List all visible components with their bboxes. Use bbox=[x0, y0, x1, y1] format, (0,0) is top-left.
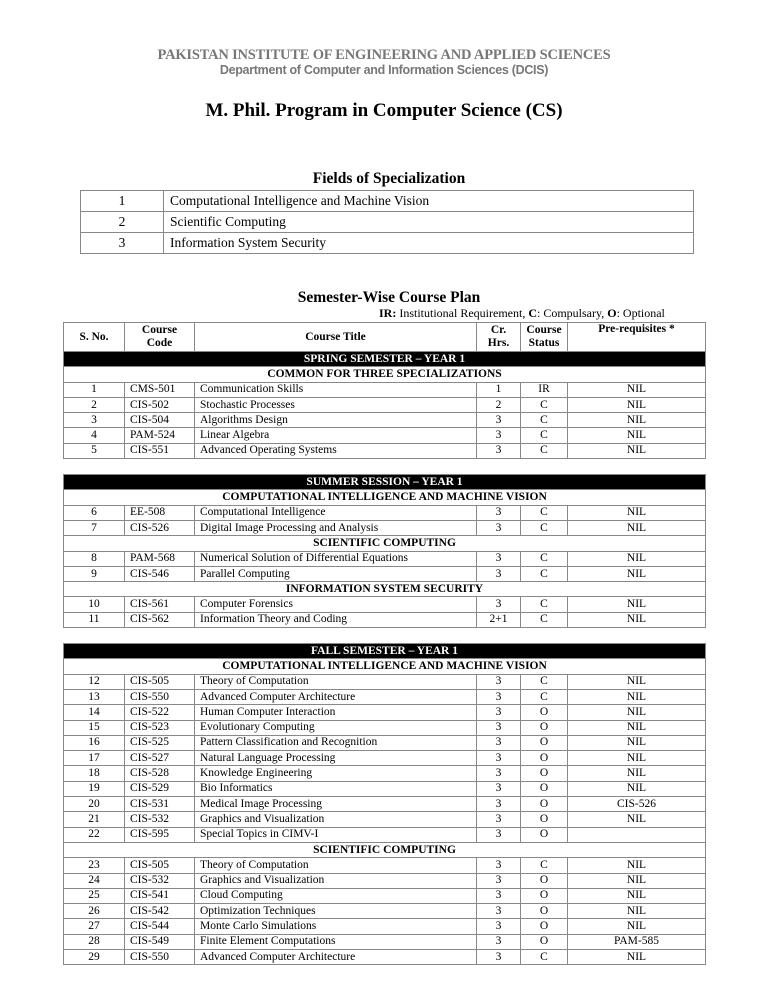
course-code: CIS-542 bbox=[125, 904, 195, 919]
col-status-header: Course Status bbox=[521, 323, 568, 352]
credit-hours: 3 bbox=[477, 949, 521, 964]
serial-number: 2 bbox=[64, 397, 125, 412]
field-row bbox=[81, 212, 694, 233]
course-status: O bbox=[521, 705, 568, 720]
credit-hours: 3 bbox=[477, 705, 521, 720]
field-number: 1 bbox=[81, 191, 164, 212]
serial-number: 20 bbox=[64, 797, 125, 812]
serial-number: 3 bbox=[64, 413, 125, 428]
course-status: C bbox=[521, 949, 568, 964]
course-title: Human Computer Interaction bbox=[195, 705, 477, 720]
table-row bbox=[64, 888, 706, 903]
course-title: Advanced Operating Systems bbox=[195, 443, 477, 458]
legend-c-text: : Compulsary, bbox=[537, 306, 608, 320]
table-row bbox=[64, 827, 706, 842]
prerequisites: NIL bbox=[568, 873, 706, 888]
serial-number: 1 bbox=[64, 382, 125, 397]
table-row bbox=[64, 797, 706, 812]
specialization-title: COMMON FOR THREE SPECIALIZATIONS bbox=[64, 367, 706, 382]
col-prereq-header: Pre-requisites * bbox=[568, 323, 706, 352]
serial-number: 16 bbox=[64, 735, 125, 750]
course-status: C bbox=[521, 551, 568, 566]
legend-o-text: : Optional bbox=[616, 306, 665, 320]
specialization-title: INFORMATION SYSTEM SECURITY bbox=[64, 582, 706, 597]
course-status: O bbox=[521, 751, 568, 766]
prerequisites: NIL bbox=[568, 428, 706, 443]
credit-hours: 3 bbox=[477, 551, 521, 566]
prerequisites: NIL bbox=[568, 720, 706, 735]
course-title: Natural Language Processing bbox=[195, 751, 477, 766]
course-code: CIS-551 bbox=[125, 443, 195, 458]
table-row bbox=[64, 505, 706, 520]
course-status: IR bbox=[521, 382, 568, 397]
course-code: CIS-525 bbox=[125, 735, 195, 750]
spacer-cell bbox=[64, 459, 706, 475]
course-title: Algorithms Design bbox=[195, 413, 477, 428]
course-title: Advanced Computer Architecture bbox=[195, 949, 477, 964]
course-status: O bbox=[521, 827, 568, 842]
serial-number: 10 bbox=[64, 597, 125, 612]
credit-hours: 3 bbox=[477, 689, 521, 704]
course-title: Special Topics in CIMV-I bbox=[195, 827, 477, 842]
prerequisites: NIL bbox=[568, 689, 706, 704]
credit-hours: 3 bbox=[477, 413, 521, 428]
serial-number: 7 bbox=[64, 520, 125, 535]
course-title: Monte Carlo Simulations bbox=[195, 919, 477, 934]
credit-hours: 3 bbox=[477, 597, 521, 612]
semester-title: SUMMER SESSION – YEAR 1 bbox=[64, 475, 706, 490]
course-status: O bbox=[521, 735, 568, 750]
semester-bar bbox=[64, 644, 706, 659]
specialization-row bbox=[64, 490, 706, 505]
prerequisites: NIL bbox=[568, 735, 706, 750]
specialization-row bbox=[64, 536, 706, 551]
prerequisites: CIS-526 bbox=[568, 797, 706, 812]
course-status: C bbox=[521, 858, 568, 873]
table-row bbox=[64, 766, 706, 781]
course-status: O bbox=[521, 797, 568, 812]
institute-name: PAKISTAN INSTITUTE OF ENGINEERING AND APPLIED SCIENCES bbox=[157, 47, 611, 63]
course-status: O bbox=[521, 934, 568, 949]
field-name: Computational Intelligence and Machine Vision bbox=[164, 191, 694, 212]
prerequisites: NIL bbox=[568, 597, 706, 612]
course-status: C bbox=[521, 597, 568, 612]
legend-c-key: C bbox=[528, 306, 537, 320]
serial-number: 22 bbox=[64, 827, 125, 842]
serial-number: 14 bbox=[64, 705, 125, 720]
course-title: Theory of Computation bbox=[195, 674, 477, 689]
course-title: Theory of Computation bbox=[195, 858, 477, 873]
prerequisites: NIL bbox=[568, 382, 706, 397]
table-row bbox=[64, 413, 706, 428]
prerequisites: NIL bbox=[568, 397, 706, 412]
table-row bbox=[64, 397, 706, 412]
course-status: O bbox=[521, 720, 568, 735]
course-status: C bbox=[521, 428, 568, 443]
course-title: Digital Image Processing and Analysis bbox=[195, 520, 477, 535]
course-plan-table bbox=[63, 322, 706, 965]
legend-ir-key: IR: bbox=[379, 306, 397, 320]
course-title: Advanced Computer Architecture bbox=[195, 689, 477, 704]
course-code: PAM-568 bbox=[125, 551, 195, 566]
course-status: C bbox=[521, 612, 568, 627]
course-status: O bbox=[521, 888, 568, 903]
table-row bbox=[64, 520, 706, 535]
table-row bbox=[64, 597, 706, 612]
prerequisites bbox=[568, 827, 706, 842]
prerequisites: NIL bbox=[568, 919, 706, 934]
serial-number: 11 bbox=[64, 612, 125, 627]
col-sno-header: S. No. bbox=[64, 323, 125, 352]
table-row bbox=[64, 919, 706, 934]
prerequisites: NIL bbox=[568, 949, 706, 964]
table-row bbox=[64, 689, 706, 704]
course-status: C bbox=[521, 413, 568, 428]
specialization-row bbox=[64, 582, 706, 597]
prerequisites: NIL bbox=[568, 413, 706, 428]
course-title: Evolutionary Computing bbox=[195, 720, 477, 735]
course-code: EE-508 bbox=[125, 505, 195, 520]
credit-hours: 3 bbox=[477, 919, 521, 934]
serial-number: 15 bbox=[64, 720, 125, 735]
prerequisites: NIL bbox=[568, 766, 706, 781]
table-row bbox=[64, 443, 706, 458]
course-title: Graphics and Visualization bbox=[195, 812, 477, 827]
table-row bbox=[64, 904, 706, 919]
semester-bar bbox=[64, 475, 706, 490]
table-row bbox=[64, 674, 706, 689]
credit-hours: 3 bbox=[477, 781, 521, 796]
table-row bbox=[64, 566, 706, 581]
course-status: C bbox=[521, 674, 568, 689]
section-spacer bbox=[64, 628, 706, 644]
plan-heading: Semester-Wise Course Plan bbox=[297, 289, 481, 306]
credit-hours: 3 bbox=[477, 735, 521, 750]
credit-hours: 2+1 bbox=[477, 612, 521, 627]
course-title: Stochastic Processes bbox=[195, 397, 477, 412]
prerequisites: NIL bbox=[568, 705, 706, 720]
course-status: O bbox=[521, 812, 568, 827]
section-spacer bbox=[64, 459, 706, 475]
credit-hours: 3 bbox=[477, 797, 521, 812]
course-code: CIS-532 bbox=[125, 812, 195, 827]
prerequisites: NIL bbox=[568, 674, 706, 689]
course-code: CIS-505 bbox=[125, 674, 195, 689]
legend-ir-text: Institutional Requirement, bbox=[396, 306, 529, 320]
course-title: Communication Skills bbox=[195, 382, 477, 397]
credit-hours: 3 bbox=[477, 812, 521, 827]
course-code: CIS-562 bbox=[125, 612, 195, 627]
legend-o-key: O bbox=[607, 306, 617, 320]
course-code: CIS-531 bbox=[125, 797, 195, 812]
serial-number: 29 bbox=[64, 949, 125, 964]
field-row bbox=[81, 233, 694, 254]
col-code-header: Course Code bbox=[125, 323, 195, 352]
course-title: Graphics and Visualization bbox=[195, 873, 477, 888]
serial-number: 8 bbox=[64, 551, 125, 566]
fields-heading: Fields of Specialization bbox=[312, 170, 466, 187]
course-title: Medical Image Processing bbox=[195, 797, 477, 812]
table-row bbox=[64, 949, 706, 964]
serial-number: 28 bbox=[64, 934, 125, 949]
credit-hours: 3 bbox=[477, 766, 521, 781]
serial-number: 12 bbox=[64, 674, 125, 689]
table-row bbox=[64, 720, 706, 735]
prerequisites: NIL bbox=[568, 551, 706, 566]
course-code: CIS-595 bbox=[125, 827, 195, 842]
serial-number: 6 bbox=[64, 505, 125, 520]
field-name: Information System Security bbox=[164, 233, 694, 254]
prerequisites: NIL bbox=[568, 858, 706, 873]
credit-hours: 3 bbox=[477, 428, 521, 443]
table-row bbox=[64, 612, 706, 627]
field-number: 2 bbox=[81, 212, 164, 233]
course-title: Knowledge Engineering bbox=[195, 766, 477, 781]
course-code: CIS-549 bbox=[125, 934, 195, 949]
semester-title: SPRING SEMESTER – YEAR 1 bbox=[64, 352, 706, 367]
credit-hours: 3 bbox=[477, 674, 521, 689]
specialization-title: COMPUTATIONAL INTELLIGENCE AND MACHINE VISION bbox=[64, 659, 706, 674]
serial-number: 19 bbox=[64, 781, 125, 796]
semester-bar bbox=[64, 352, 706, 367]
serial-number: 5 bbox=[64, 443, 125, 458]
table-row bbox=[64, 873, 706, 888]
serial-number: 18 bbox=[64, 766, 125, 781]
course-status: C bbox=[521, 520, 568, 535]
field-name: Scientific Computing bbox=[164, 212, 694, 233]
course-status: O bbox=[521, 919, 568, 934]
course-code: CIS-526 bbox=[125, 520, 195, 535]
credit-hours: 3 bbox=[477, 566, 521, 581]
course-status: O bbox=[521, 873, 568, 888]
course-status: C bbox=[521, 566, 568, 581]
course-status: C bbox=[521, 505, 568, 520]
course-code: CIS-527 bbox=[125, 751, 195, 766]
credit-hours: 3 bbox=[477, 505, 521, 520]
course-code: CIS-546 bbox=[125, 566, 195, 581]
table-header-row bbox=[64, 323, 706, 352]
course-status: C bbox=[521, 397, 568, 412]
course-code: CIS-561 bbox=[125, 597, 195, 612]
serial-number: 17 bbox=[64, 751, 125, 766]
credit-hours: 3 bbox=[477, 720, 521, 735]
course-code: CIS-502 bbox=[125, 397, 195, 412]
course-title: Optimization Techniques bbox=[195, 904, 477, 919]
spacer-cell bbox=[64, 628, 706, 644]
course-code: CIS-532 bbox=[125, 873, 195, 888]
credit-hours: 3 bbox=[477, 520, 521, 535]
table-row bbox=[64, 751, 706, 766]
course-code: CIS-523 bbox=[125, 720, 195, 735]
credit-hours: 3 bbox=[477, 751, 521, 766]
table-row bbox=[64, 934, 706, 949]
program-title: M. Phil. Program in Computer Science (CS) bbox=[205, 100, 563, 121]
field-row bbox=[81, 191, 694, 212]
course-title: Pattern Classification and Recognition bbox=[195, 735, 477, 750]
prerequisites: NIL bbox=[568, 812, 706, 827]
specialization-title: SCIENTIFIC COMPUTING bbox=[64, 842, 706, 857]
course-title: Cloud Computing bbox=[195, 888, 477, 903]
table-row bbox=[64, 428, 706, 443]
serial-number: 27 bbox=[64, 919, 125, 934]
table-row bbox=[64, 858, 706, 873]
semester-title: FALL SEMESTER – YEAR 1 bbox=[64, 644, 706, 659]
status-legend bbox=[379, 306, 665, 321]
specialization-title: SCIENTIFIC COMPUTING bbox=[64, 536, 706, 551]
course-title: Numerical Solution of Differential Equations bbox=[195, 551, 477, 566]
course-title: Linear Algebra bbox=[195, 428, 477, 443]
credit-hours: 2 bbox=[477, 397, 521, 412]
credit-hours: 3 bbox=[477, 934, 521, 949]
course-title: Parallel Computing bbox=[195, 566, 477, 581]
specialization-row bbox=[64, 659, 706, 674]
course-code: CIS-522 bbox=[125, 705, 195, 720]
table-row bbox=[64, 781, 706, 796]
prerequisites: NIL bbox=[568, 888, 706, 903]
course-title: Finite Element Computations bbox=[195, 934, 477, 949]
serial-number: 25 bbox=[64, 888, 125, 903]
course-code: CIS-550 bbox=[125, 949, 195, 964]
course-code: CIS-529 bbox=[125, 781, 195, 796]
prerequisites: NIL bbox=[568, 904, 706, 919]
serial-number: 13 bbox=[64, 689, 125, 704]
specialization-row bbox=[64, 842, 706, 857]
table-row bbox=[64, 382, 706, 397]
specialization-title: COMPUTATIONAL INTELLIGENCE AND MACHINE VISION bbox=[64, 490, 706, 505]
prerequisites: PAM-585 bbox=[568, 934, 706, 949]
course-code: PAM-524 bbox=[125, 428, 195, 443]
credit-hours: 3 bbox=[477, 443, 521, 458]
table-row bbox=[64, 705, 706, 720]
col-title-header: Course Title bbox=[195, 323, 477, 352]
prerequisites: NIL bbox=[568, 612, 706, 627]
credit-hours: 3 bbox=[477, 858, 521, 873]
prerequisites: NIL bbox=[568, 751, 706, 766]
credit-hours: 3 bbox=[477, 873, 521, 888]
table-row bbox=[64, 812, 706, 827]
course-code: CIS-504 bbox=[125, 413, 195, 428]
credit-hours: 3 bbox=[477, 904, 521, 919]
serial-number: 9 bbox=[64, 566, 125, 581]
course-status: C bbox=[521, 443, 568, 458]
table-row bbox=[64, 551, 706, 566]
course-code: CIS-541 bbox=[125, 888, 195, 903]
course-status: O bbox=[521, 781, 568, 796]
course-code: CIS-528 bbox=[125, 766, 195, 781]
fields-table bbox=[80, 190, 694, 254]
serial-number: 24 bbox=[64, 873, 125, 888]
course-code: CMS-501 bbox=[125, 382, 195, 397]
course-title: Computational Intelligence bbox=[195, 505, 477, 520]
course-status: C bbox=[521, 689, 568, 704]
credit-hours: 1 bbox=[477, 382, 521, 397]
prerequisites: NIL bbox=[568, 443, 706, 458]
credit-hours: 3 bbox=[477, 827, 521, 842]
table-row bbox=[64, 735, 706, 750]
course-title: Bio Informatics bbox=[195, 781, 477, 796]
course-code: CIS-505 bbox=[125, 858, 195, 873]
course-code: CIS-544 bbox=[125, 919, 195, 934]
course-title: Computer Forensics bbox=[195, 597, 477, 612]
course-code: CIS-550 bbox=[125, 689, 195, 704]
serial-number: 21 bbox=[64, 812, 125, 827]
course-title: Information Theory and Coding bbox=[195, 612, 477, 627]
prerequisites: NIL bbox=[568, 520, 706, 535]
specialization-row bbox=[64, 367, 706, 382]
field-number: 3 bbox=[81, 233, 164, 254]
prerequisites: NIL bbox=[568, 781, 706, 796]
prerequisites: NIL bbox=[568, 505, 706, 520]
course-status: O bbox=[521, 904, 568, 919]
serial-number: 26 bbox=[64, 904, 125, 919]
department-name: Department of Computer and Information Sciences (DCIS) bbox=[219, 63, 549, 77]
serial-number: 23 bbox=[64, 858, 125, 873]
course-status: O bbox=[521, 766, 568, 781]
serial-number: 4 bbox=[64, 428, 125, 443]
col-cr-hrs-header: Cr. Hrs. bbox=[477, 323, 521, 352]
prerequisites: NIL bbox=[568, 566, 706, 581]
credit-hours: 3 bbox=[477, 888, 521, 903]
